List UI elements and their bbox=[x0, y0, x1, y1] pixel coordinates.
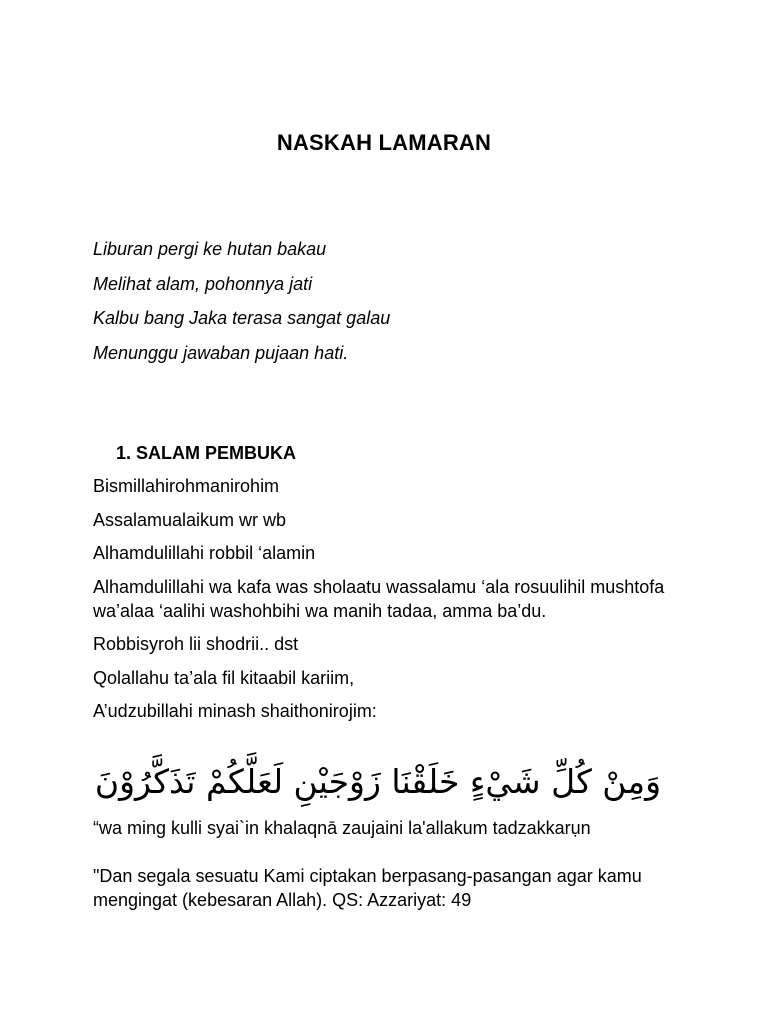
verse-transliteration: “wa ming kulli syai`in khalaqnā zaujaini la'allakum tadzakkarụn bbox=[93, 818, 591, 838]
paragraph: A’udzubillahi minash shaithonirojim: bbox=[93, 701, 377, 721]
page-title: NASKAH LAMARAN bbox=[276, 130, 492, 155]
opening-body bbox=[93, 474, 683, 733]
pantun-line: Melihat alam, pohonnya jati bbox=[93, 273, 313, 294]
arabic-verse: وَمِنْ كُلِّ شَيْءٍ خَلَقْنَا زَوْجَيْنِ لَعَلَّكُمْ تَذَكَّرُوْنَ bbox=[94, 762, 661, 801]
pantun-block bbox=[93, 236, 693, 374]
paragraph: Bismillahirohmanirohim bbox=[93, 476, 280, 496]
pantun-line: Liburan pergi ke hutan bakau bbox=[93, 239, 327, 259]
verse-translation: "Dan segala sesuatu Kami ciptakan berpasang-pasangan agar kamu mengingat (kebesaran Allah). QS: Azzariyat: 49 bbox=[93, 866, 642, 910]
pantun-line: Kalbu bang Jaka terasa sangat galau bbox=[93, 308, 391, 328]
paragraph: Qolallahu ta’ala fil kitaabil kariim, bbox=[93, 667, 355, 688]
paragraph: Alhamdulillahi robbil ‘alamin bbox=[93, 543, 316, 563]
paragraph: Alhamdulillahi wa kafa was sholaatu wassalamu ‘ala rosuulihil mushtofa wa’alaa ‘aalihi washohbihi wa manih tadaa, amma ba’du. bbox=[93, 576, 665, 621]
paragraph: Assalamualaikum wr wb bbox=[93, 509, 287, 530]
section-heading-salam-pembuka: 1. SALAM PEMBUKA bbox=[116, 443, 297, 463]
paragraph: Robbisyroh lii shodrii.. dst bbox=[93, 634, 299, 654]
pantun-line: Menunggu jawaban pujaan hati. bbox=[93, 342, 349, 363]
